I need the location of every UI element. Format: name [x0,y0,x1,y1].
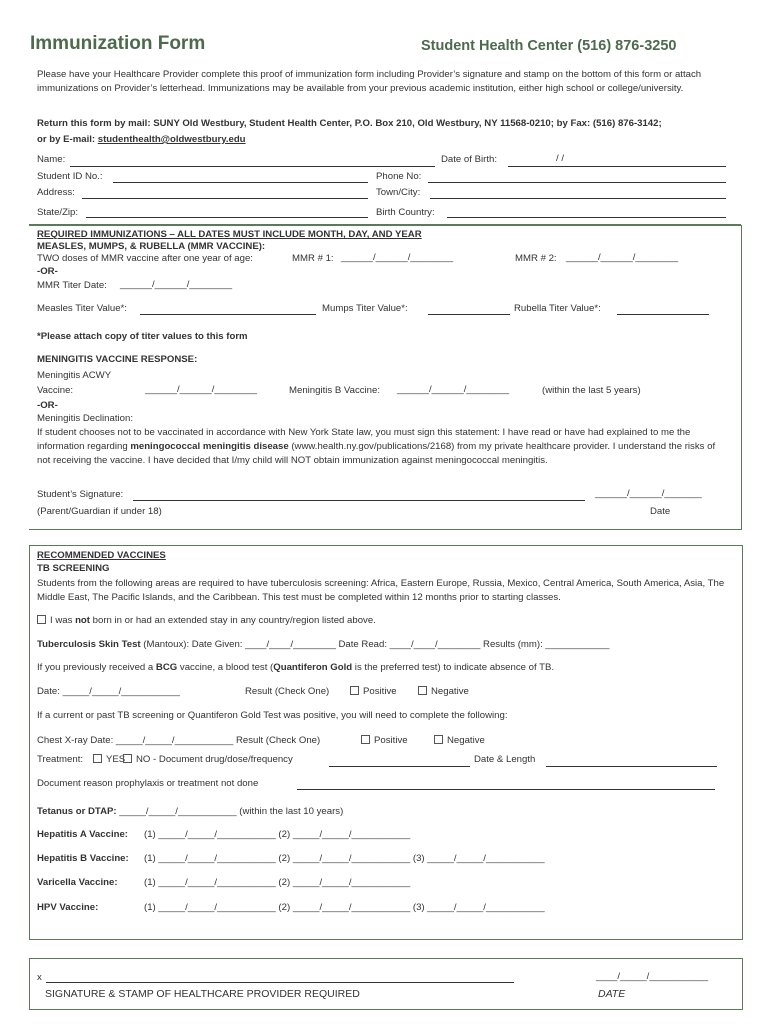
state-zip-label: State/Zip: [37,207,79,218]
signature-date-label: Date [650,506,671,517]
dob-field[interactable] [508,166,726,167]
qft-date-field[interactable]: Date: _____/_____/___________ [37,686,180,697]
name-field[interactable] [70,166,435,167]
quantiferon-emphasis: Quantiferon Gold [273,662,353,673]
xray-positive-option[interactable] [361,735,408,746]
qft-negative-checkbox[interactable] [418,686,427,695]
treatment-no-checkbox[interactable] [123,754,132,763]
declination-statement [37,426,727,468]
section-divider [29,224,741,226]
tetanus-row[interactable] [37,806,343,817]
mmr2-date-field[interactable]: ______/______/________ [566,252,679,263]
varicella-dates[interactable]: (1) _____/_____/___________ (2) _____/_____/___________ [144,877,411,888]
bcg-text-2: vaccine, a blood test ( [177,662,274,673]
student-signature-field[interactable] [133,500,585,501]
acwy-date-field[interactable]: ______/______/________ [145,384,258,395]
xray-positive-label: Positive [374,735,408,746]
not-born-text-1: I was [50,615,76,626]
form-title: Immunization Form [30,33,206,54]
return-instructions: Return this form by mail: SUNY Old Westbury, Student Health Center, P.O. Box 210, Old Westbury, NY 11568-0210; by Fax: (516) 876-3142; [37,118,662,129]
mmr-titer-date-field[interactable]: ______/______/________ [120,279,233,290]
meningitis-b-label: Meningitis B Vaccine: [289,385,381,396]
provider-date-label: DATE [598,988,626,1000]
measles-titer-label: Measles Titer Value*: [37,303,127,314]
not-born-checkbox[interactable] [37,615,46,624]
return-email-link[interactable]: studenthealth@oldwestbury.edu [97,134,246,145]
town-field[interactable] [430,198,726,199]
hepatitis-b-label: Hepatitis B Vaccine: [37,853,129,864]
positive-followup-text: If a current or past TB screening or Quantiferon Gold Test was positive, you will need to complete the following: [37,710,508,721]
hpv-dates[interactable]: (1) _____/_____/___________ (2) _____/_____/___________ (3) _____/_____/___________ [144,902,545,913]
date-length-field[interactable] [546,766,717,767]
xray-row[interactable]: Chest X-ray Date: _____/_____/___________ Result (Check One) [37,735,321,746]
treatment-no-option[interactable] [123,754,293,765]
mmr-titer-label: MMR Titer Date: [37,280,107,291]
student-signature-label: Student’s Signature: [37,489,124,500]
not-born-emphasis: not [75,615,90,626]
hepatitis-a-label: Hepatitis A Vaccine: [37,829,128,840]
signature-date-field[interactable]: ______/______/_______ [595,488,702,499]
parent-guardian-note: (Parent/Guardian if under 18) [37,506,162,517]
declination-text-2: (www.health.ny.gov/publications/2168) from my private healthcare provider. I understand the risks of not receiving the vaccine. I have decided that I/my child will NOT obtain immunization against meningococcal meningitis. [37,441,716,466]
birth-country-field[interactable] [447,217,726,218]
mmr2-label: MMR # 2: [515,253,557,264]
bcg-emphasis: BCG [155,662,178,673]
bcg-text-3: is the preferred test) to indicate absence of TB. [352,662,555,673]
address-label: Address: [37,187,75,198]
phone-field[interactable] [428,182,726,183]
tst-label: Tuberculosis Skin Test [37,639,141,650]
provider-signature-field[interactable] [46,982,514,983]
qft-positive-checkbox[interactable] [350,686,359,695]
meningitis-b-date-field[interactable]: ______/______/________ [397,384,510,395]
qft-negative-label: Negative [431,686,469,697]
rubella-titer-field[interactable] [617,314,709,315]
treatment-yes-checkbox[interactable] [93,754,102,763]
declination-disease: meningococcal meningitis disease [130,441,289,452]
meningitis-heading: MENINGITIS VACCINE RESPONSE: [37,354,198,365]
dob-separators: / / [556,153,564,164]
meningitis-acwy-label: Meningitis ACWY [37,370,112,381]
bcg-row [37,662,554,673]
reason-not-done-field[interactable] [297,789,715,790]
address-field[interactable] [82,198,368,199]
treatment-yes-option[interactable] [93,754,125,765]
attach-titer-note: *Please attach copy of titer values to this form [37,331,248,342]
mmr1-label: MMR # 1: [292,253,334,264]
birth-country-label: Birth Country: [376,207,435,218]
required-section-box [29,225,742,530]
xray-negative-option[interactable] [434,735,485,746]
mmr-two-doses-text: TWO doses of MMR vaccine after one year of age: [37,253,253,264]
state-zip-field[interactable] [86,217,368,218]
provider-date-field[interactable]: ____/_____/___________ [596,971,709,982]
reason-not-done-label: Document reason prophylaxis or treatment not done [37,778,259,789]
provider-signature-box [29,958,743,1010]
tetanus-label: Tetanus or DTAP: [37,806,117,817]
declination-label: Meningitis Declination: [37,413,133,424]
or-separator: -OR- [37,266,58,277]
mumps-titer-label: Mumps Titer Value*: [322,303,408,314]
return-email-line [37,134,246,145]
provider-signature-label: SIGNATURE & STAMP OF HEALTHCARE PROVIDER REQUIRED [45,988,360,1000]
signature-x-mark: x [37,972,42,983]
or-separator-2: -OR- [37,400,58,411]
qft-positive-option[interactable] [350,686,397,697]
qft-result-label: Result (Check One) [245,686,330,697]
hepatitis-a-dates[interactable]: (1) _____/_____/___________ (2) _____/_____/___________ [144,829,411,840]
tst-row[interactable] [37,639,609,650]
required-heading: REQUIRED IMMUNIZATIONS – ALL DATES MUST INCLUDE MONTH, DAY, AND YEAR [37,229,422,240]
tetanus-date-field[interactable]: _____/_____/___________ (within the last 10 years) [116,806,344,817]
mmr1-date-field[interactable]: ______/______/________ [341,252,454,263]
varicella-label: Varicella Vaccine: [37,877,118,888]
student-id-field[interactable] [113,182,368,183]
intro-text: Please have your Healthcare Provider complete this proof of immunization form including Provider’s signature and stamp on the bottom of this form or attach immunizations on Provider’s letterhead. Immunizations may be available from your previous academic institution, either high school or college/university. [37,69,702,94]
xray-negative-checkbox[interactable] [434,735,443,744]
email-prefix: or by E-mail: [37,134,98,145]
dob-label: Date of Birth: [441,154,497,165]
mmr-heading: MEASLES, MUMPS, & RUBELLA (MMR VACCINE): [37,241,266,252]
within-5-years-note: (within the last 5 years) [542,385,641,396]
drug-dose-field[interactable] [329,766,470,767]
date-length-label: Date & Length [474,754,536,765]
not-born-row [37,615,376,626]
student-id-label: Student ID No.: [37,171,103,182]
xray-positive-checkbox[interactable] [361,735,370,744]
name-label: Name: [37,154,66,165]
bcg-text-1: If you previously received a [37,662,156,673]
hpv-label: HPV Vaccine: [37,902,99,913]
phone-label: Phone No: [376,171,422,182]
tb-screening-heading: TB SCREENING [37,563,110,574]
hepatitis-b-dates[interactable]: (1) _____/_____/___________ (2) _____/_____/___________ (3) _____/_____/___________ [144,853,545,864]
xray-negative-label: Negative [447,735,485,746]
treatment-yes-label: YES [106,754,126,765]
rubella-titer-label: Rubella Titer Value*: [514,303,601,314]
treatment-no-label: NO - Document drug/dose/frequency [136,754,293,765]
declination-text-1: If student chooses not to be vaccinated in accordance with New York State law, you must sign this statement: I have read or have had explained to me the information regarding [37,427,691,452]
measles-titer-field[interactable] [140,314,316,315]
treatment-label: Treatment: [37,754,84,765]
qft-negative-option[interactable] [418,686,469,697]
town-label: Town/City: [376,187,421,198]
tst-fields[interactable]: (Mantoux): Date Given: ____/____/________ Date Read: ____/____/________ Results (mm): ____________ [140,639,610,650]
vaccine-label: Vaccine: [37,385,74,396]
mumps-titer-field[interactable] [428,314,510,315]
health-center-phone: Student Health Center (516) 876-3250 [421,38,677,54]
qft-positive-label: Positive [363,686,397,697]
recommended-heading: RECOMMENDED VACCINES [37,550,166,561]
not-born-text-2: born in or had an extended stay in any country/region listed above. [89,615,376,626]
tb-screening-text: Students from the following areas are required to have tuberculosis screening: Africa, Eastern Europe, Russia, Mexico, Central America, South America, Asia, The Middle East, The Pacific Islands, and the Caribbean. This test must be completed within 12 months prior to starting classes. [37,578,725,603]
